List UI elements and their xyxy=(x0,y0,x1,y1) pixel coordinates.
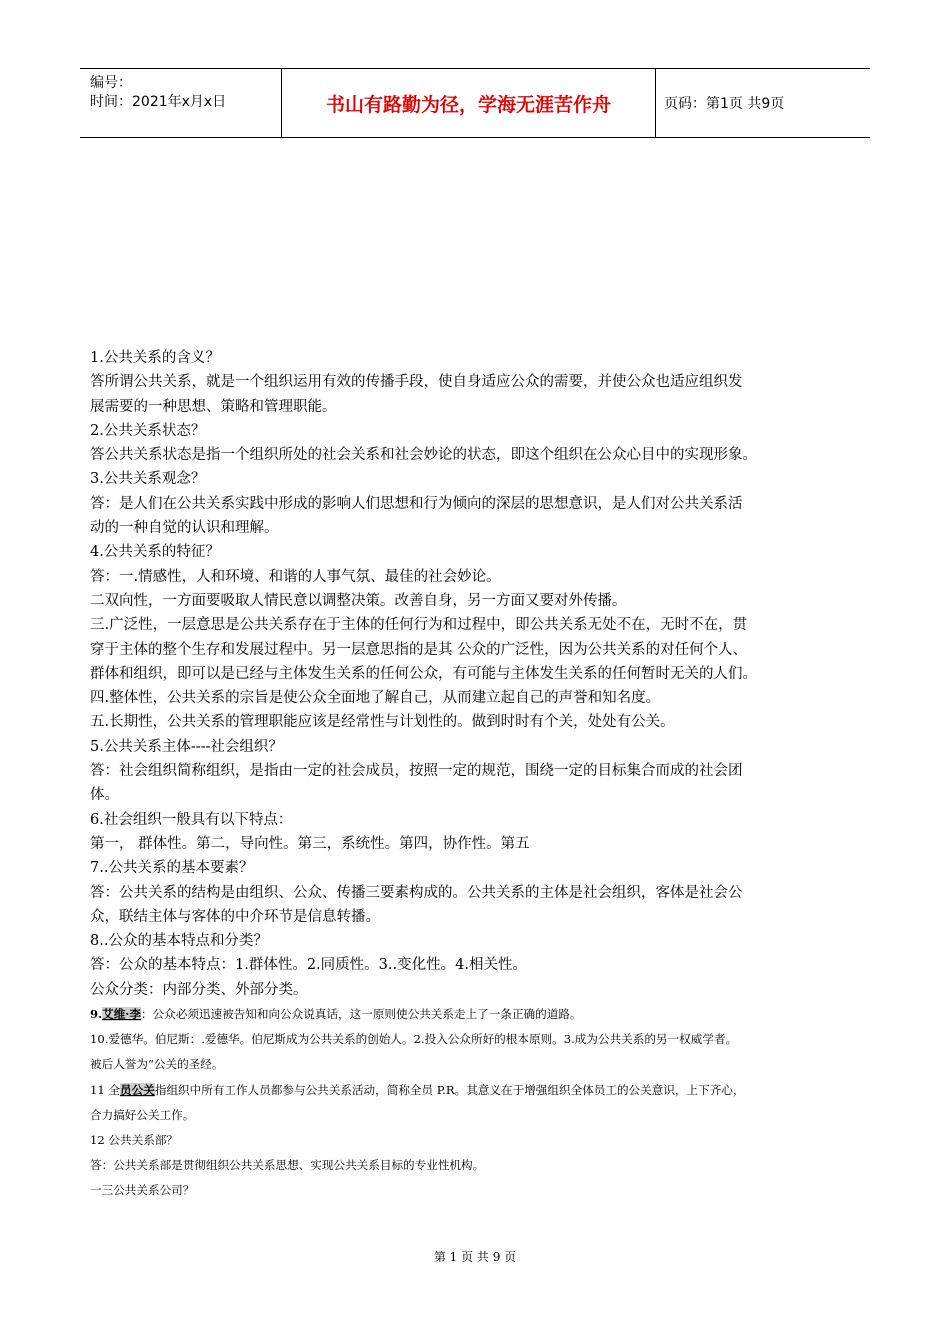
text-line: 被后人誉为“公关的圣经。 xyxy=(90,1057,224,1072)
text-line: 4.公共关系的特征？ xyxy=(90,544,220,561)
text-line: 穿于主体的整个生存和发展过程中。另一层意思指的是其 公众的广泛性，因为公共关系的对任何个人、 xyxy=(90,641,748,658)
motto: 书山有路勤为径，学海无涯苦作舟 xyxy=(282,69,656,137)
page-footer: 第 1 页 共 9 页 xyxy=(433,1250,517,1264)
text-line: 五.长期性，公共关系的管理职能应该是经常性与计划性的。做到时时有个关，处处有公关。 xyxy=(90,714,675,731)
text-line: 体。 xyxy=(90,787,119,804)
document-body xyxy=(90,346,870,1204)
text-line: 7..公共关系的基本要素？ xyxy=(90,860,254,877)
text-line: 8..公众的基本特点和分类？ xyxy=(90,933,268,950)
text-line: 5.公共关系主体----社会组织？ xyxy=(90,738,283,755)
page-label: 页码：第1页 共9页 xyxy=(664,96,785,112)
number-label: 编号： xyxy=(90,75,132,91)
text-line: 答：是人们在公共关系实践中形成的影响人们思想和行为倾向的深层的思想意识，是人们对公共关系活 xyxy=(90,495,743,512)
item-11-highlight: 员公关 xyxy=(120,1082,155,1097)
item-9-text: ：公众必须迅速被告知和向公众说真话，这一原则使公共关系走上了一条正确的道路。 xyxy=(140,1007,582,1022)
item-9-name: 艾维·李 xyxy=(102,1007,141,1022)
page-header xyxy=(80,68,870,138)
header-meta xyxy=(80,69,282,137)
text-line: 答：公共关系的结构是由组织、公众、传播三要素构成的。公共关系的主体是社会组织，客体是社会公 xyxy=(90,884,743,901)
text-line: 答：一.情感性，人和环境、和谐的人事气氛、最佳的社会妙论。 xyxy=(90,568,501,585)
text-line: 答：公众的基本特点：1.群体性。2.同质性。3..变化性。4.相关性。 xyxy=(90,957,527,974)
text-line: 三.广泛性，一层意思是公共关系存在于主体的任何行为和过程中，即公共关系无处不在，无时不在，贯 xyxy=(90,617,748,634)
text-line: 6.社会组织一般具有以下特点： xyxy=(90,811,293,828)
text-line: 二双向性，一方面要吸取人情民意以调整决策。改善自身，另一方面又要对外传播。 xyxy=(90,592,627,609)
text-line: 四.整体性，公共关系的宗旨是使公众全面地了解自己，从而建立起自己的声誉和知名度。 xyxy=(90,690,661,707)
text-line: 第一， 群体性。第二，导向性。第三，系统性。第四，协作性。第五 xyxy=(90,835,530,852)
time-label: 时间：2021年x月x日 xyxy=(90,94,227,110)
text-line: 答：社会组织简称组织，是指由一定的社会成员，按照一定的规范，围绕一定的目标集合而成的社会团 xyxy=(90,763,743,780)
text-line: 2.公共关系状态？ xyxy=(90,422,206,439)
item-11-number: 11 全 xyxy=(90,1082,121,1097)
text-line: 合力搞好公关工作。 xyxy=(90,1107,195,1122)
text-line: 答公共关系状态是指一个组织所处的社会关系和社会妙论的状态，即这个组织在公众心目中的实现形象。 xyxy=(90,447,757,464)
text-line: 3.公共关系观念？ xyxy=(90,471,206,488)
text-line: 公众分类：内部分类、外部分类。 xyxy=(90,981,308,998)
item-11-text: 指组织中所有工作人员都参与公共关系活动，简称全员 P.R。其意义在于增强组织全体员工的公关意识，上下齐心， xyxy=(154,1082,745,1097)
item-9-number: 9. xyxy=(90,1007,103,1022)
item-11 xyxy=(90,1078,870,1103)
text-line: 动的一种自觉的认识和理解。 xyxy=(90,520,279,537)
text-line: 群体和组织，即可以是已经与主体发生关系的任何公众，有可能与主体发生关系的任何暂时无关的人们。 xyxy=(90,665,757,682)
text-line: 众，联结主体与客体的中介环节是信息转播。 xyxy=(90,908,380,925)
text-line: 答所谓公共关系，就是一个组织运用有效的传播手段，使自身适应公众的需要，并使公众也适应组织发 xyxy=(90,374,743,391)
item-9 xyxy=(90,1002,870,1027)
text-line: 一三公共关系公司？ xyxy=(90,1183,195,1198)
text-line: 10.爱德华。伯尼斯：.爱德华。伯尼斯成为公共关系的创始人。2.投入公众所好的根本原则。3.成为公共关系的另一权威学者。 xyxy=(90,1032,738,1047)
text-line: 1.公共关系的含义？ xyxy=(90,350,220,366)
text-line: 12 公共关系部？ xyxy=(90,1133,179,1148)
text-line: 展需要的一种思想、策略和管理职能。 xyxy=(90,398,337,415)
text-line: 答：公共关系部是贯彻组织公共关系思想、实现公共关系目标的专业性机构。 xyxy=(90,1158,485,1173)
